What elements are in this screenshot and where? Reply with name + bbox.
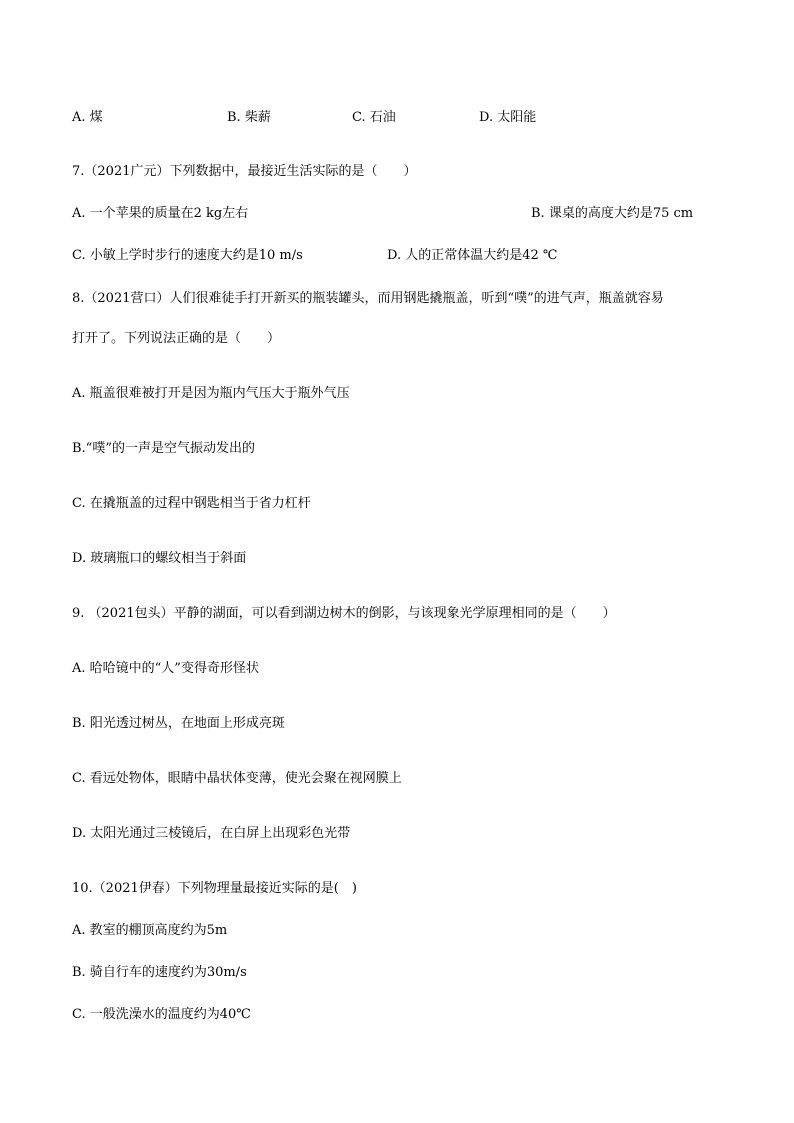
q8-option-b: B.“噗”的一声是空气振动发出的	[72, 441, 255, 456]
q8-option-d: D. 玻璃瓶口的螺纹相当于斜面	[72, 551, 247, 566]
q8-option-a: A. 瓶盖很难被打开是因为瓶内气压大于瓶外气压	[72, 386, 350, 401]
q6-option-a: A. 煤	[72, 110, 103, 125]
q9-option-b: B. 阳光透过树丛，在地面上形成亮斑	[72, 716, 285, 731]
q10-option-c: C. 一般洗澡水的温度约为40℃	[72, 1007, 251, 1022]
q8-option-c: C. 在撬瓶盖的过程中钢匙相当于省力杠杆	[72, 496, 311, 511]
q9-stem: 9. （2021包头）平静的湖面，可以看到湖边树木的倒影，与该现象光学原理相同的是（ ）	[72, 606, 616, 621]
q7-option-c: C. 小敏上学时步行的速度大约是10 m/s	[72, 248, 303, 263]
q8-stem-line-1: 8.（2021营口）人们很难徒手打开新买的瓶装罐头，而用钢匙撬瓶盖，听到“噗”的进气声，瓶盖就容易	[72, 291, 664, 306]
q6-option-c: C. 石油	[352, 110, 396, 125]
q9-option-d: D. 太阳光通过三棱镜后，在白屏上出现彩色光带	[72, 826, 351, 841]
q7-option-b: B. 课桌的高度大约是75 cm	[531, 206, 694, 221]
q6-option-b: B. 柴薪	[227, 110, 271, 125]
q10-option-b: B. 骑自行车的速度约为30m/s	[72, 965, 247, 980]
q9-option-c: C. 看远处物体，眼睛中晶状体变薄，使光会聚在视网膜上	[72, 771, 402, 786]
q10-stem: 10.（2021伊春）下列物理量最接近实际的是( )	[72, 881, 357, 896]
q7-stem: 7.（2021广元）下列数据中，最接近生活实际的是（ ）	[72, 164, 417, 179]
q8-stem-line-2: 打开了。下列说法正确的是（ ）	[72, 331, 281, 346]
q7-option-a: A. 一个苹果的质量在2 kg左右	[72, 206, 249, 221]
q9-option-a: A. 哈哈镜中的“人”变得奇形怪状	[72, 661, 259, 676]
q6-option-d: D. 太阳能	[479, 110, 537, 125]
q10-option-a: A. 教室的棚顶高度约为5m	[72, 923, 228, 938]
q7-option-d: D. 人的正常体温大约是42 ℃	[387, 248, 558, 263]
